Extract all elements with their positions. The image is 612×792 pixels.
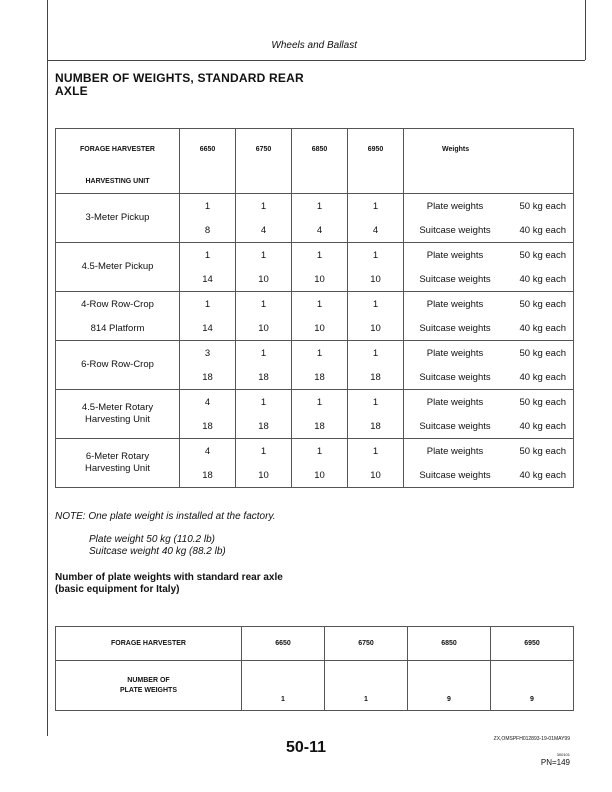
weight-count: 4: [180, 390, 236, 415]
weight-type-cell: [404, 365, 574, 390]
weight-count: 1: [236, 439, 292, 464]
harvesting-unit-line1: 3-Meter Pickup: [85, 212, 150, 223]
weight-count: 1: [348, 341, 404, 366]
plate-weights-header: [56, 627, 574, 661]
weight-count: 14: [180, 267, 236, 292]
weight-type-cell: [404, 463, 574, 488]
table-row: [56, 390, 574, 415]
date-code: 300101: [556, 752, 570, 757]
weight-type-cell: [404, 390, 574, 415]
weight-count: 3: [180, 341, 236, 366]
model-header: 6850: [408, 627, 491, 661]
weight-count: 1: [348, 439, 404, 464]
harvesting-unit-line2: Harvesting Unit: [85, 463, 150, 474]
weight-type: Plate weights: [426, 200, 484, 212]
weight-count: 4: [236, 218, 292, 243]
weight-count: 8: [180, 218, 236, 243]
weight-count: 1: [348, 292, 404, 317]
weight-value: 40 kg each: [519, 469, 566, 481]
table-row: [56, 292, 574, 317]
weight-type-cell: [404, 316, 574, 341]
harvesting-unit-line1: 4.5-Meter Pickup: [81, 261, 154, 272]
weight-count: 1: [292, 341, 348, 366]
forage-harvester-header: FORAGE HARVESTER: [56, 129, 180, 170]
weight-type: Plate weights: [426, 347, 484, 359]
weight-count: 18: [180, 365, 236, 390]
table-row: [56, 341, 574, 366]
harvesting-unit-label: 4-Row Row-Crop: [56, 292, 180, 317]
weight-value: 50 kg each: [519, 396, 566, 408]
weight-count: 1: [180, 292, 236, 317]
weight-count: 1: [236, 390, 292, 415]
italy-subheading-line2: (basic equipment for Italy): [55, 584, 180, 595]
plate-weight-count: 1: [242, 661, 325, 711]
weight-type-cell: [404, 439, 574, 464]
weight-count: 1: [236, 243, 292, 268]
weights-table-header: [56, 129, 574, 170]
weight-type-cell: [404, 341, 574, 366]
page-frame-left: [47, 0, 48, 736]
weight-count: 18: [180, 414, 236, 439]
weight-count: 10: [236, 267, 292, 292]
model-header: 6750: [236, 129, 292, 170]
weights-header-label: Weights: [442, 145, 470, 153]
weight-count: 18: [292, 365, 348, 390]
plate-weights-label: [56, 661, 242, 711]
weights-table: [55, 128, 574, 488]
weight-type-cell: [404, 414, 574, 439]
weight-count: 10: [292, 267, 348, 292]
page-title-line2: AXLE: [55, 84, 88, 98]
weight-type: Suitcase weights: [419, 322, 491, 334]
page-title: [55, 72, 304, 98]
plate-weights-row: [56, 661, 574, 711]
page-title-line1: NUMBER OF WEIGHTS, STANDARD REAR: [55, 71, 304, 85]
harvesting-unit-line1: 6-Row Row-Crop: [81, 359, 154, 370]
weight-count: 4: [180, 439, 236, 464]
plate-weight-spec: Plate weight 50 kg (110.2 lb): [89, 534, 216, 545]
weight-count: 1: [292, 292, 348, 317]
weight-specs: [89, 534, 226, 558]
harvesting-unit-label: [56, 341, 180, 390]
weight-count: 1: [180, 243, 236, 268]
weight-value: 50 kg each: [519, 347, 566, 359]
weight-count: 1: [236, 292, 292, 317]
harvesting-unit-label: [56, 243, 180, 292]
harvesting-unit-line1: 6-Meter Rotary: [85, 451, 150, 462]
harvesting-unit-label: [56, 390, 180, 439]
weight-value: 40 kg each: [519, 273, 566, 285]
weight-type-cell: [404, 292, 574, 317]
weight-value: 50 kg each: [519, 445, 566, 457]
plate-weights-table: [55, 626, 574, 711]
harvesting-unit-line1: 4.5-Meter Rotary: [81, 402, 154, 413]
model-header: 6650: [242, 627, 325, 661]
weight-count: 4: [292, 218, 348, 243]
document-code: ZX,OMSPFH012893-19-01MAY99: [493, 736, 570, 742]
weight-count: 1: [236, 341, 292, 366]
weight-count: 4: [348, 218, 404, 243]
model-header: 6850: [292, 129, 348, 170]
weight-type-cell: [404, 267, 574, 292]
weight-count: 1: [292, 194, 348, 219]
weight-count: 14: [180, 316, 236, 341]
weight-count: 18: [292, 414, 348, 439]
weight-count: 10: [292, 463, 348, 488]
weight-type: Suitcase weights: [419, 469, 491, 481]
page-number: 50-11: [285, 739, 327, 756]
page-frame-right: [585, 0, 586, 60]
weights-header: [404, 129, 574, 170]
weight-type: Suitcase weights: [419, 371, 491, 383]
plate-weight-count: 9: [491, 661, 574, 711]
weight-count: 1: [292, 243, 348, 268]
weight-type: Suitcase weights: [419, 273, 491, 285]
plate-weights-label-line2: PLATE WEIGHTS: [119, 686, 178, 694]
weight-value: 50 kg each: [519, 200, 566, 212]
model-header: 6950: [348, 129, 404, 170]
pn-number: PN=149: [540, 758, 570, 767]
weight-value: 50 kg each: [519, 249, 566, 261]
weight-value: 40 kg each: [519, 224, 566, 236]
weight-count: 1: [236, 194, 292, 219]
italy-subheading-line1: Number of plate weights with standard rear axle: [55, 572, 283, 583]
weight-value: 50 kg each: [519, 298, 566, 310]
weight-type-cell: [404, 218, 574, 243]
suitcase-weight-spec: Suitcase weight 40 kg (88.2 lb): [89, 546, 226, 557]
weight-type: Plate weights: [426, 445, 484, 457]
weight-count: 18: [348, 414, 404, 439]
harvesting-unit-label: 814 Platform: [56, 316, 180, 341]
weight-type-cell: [404, 194, 574, 219]
header-rule: [47, 60, 585, 61]
harvesting-unit-line2: Harvesting Unit: [85, 414, 150, 425]
harvesting-unit-header: HARVESTING UNIT: [56, 169, 180, 194]
weight-count: 10: [348, 316, 404, 341]
plate-weight-count: 9: [408, 661, 491, 711]
weight-count: 18: [348, 365, 404, 390]
plate-weights-label-line1: NUMBER OF: [127, 676, 170, 684]
weight-count: 1: [292, 390, 348, 415]
weights-table-subheader: [56, 169, 574, 194]
harvesting-unit-label: [56, 439, 180, 488]
weight-count: 1: [180, 194, 236, 219]
model-header: 6650: [180, 129, 236, 170]
weight-value: 40 kg each: [519, 371, 566, 383]
weight-type-cell: [404, 243, 574, 268]
plate-weight-count: 1: [325, 661, 408, 711]
weight-count: 18: [236, 414, 292, 439]
weight-count: 1: [348, 194, 404, 219]
weight-count: 10: [292, 316, 348, 341]
weight-type: Plate weights: [426, 298, 484, 310]
weights-table-body: [56, 194, 574, 488]
table-row: [56, 194, 574, 219]
table-row: [56, 439, 574, 464]
table-row: [56, 316, 574, 341]
weight-value: 40 kg each: [519, 420, 566, 432]
weight-type: Suitcase weights: [419, 420, 491, 432]
weight-count: 1: [348, 243, 404, 268]
weight-count: 10: [236, 463, 292, 488]
section-header: Wheels and Ballast: [271, 40, 357, 51]
weight-count: 18: [236, 365, 292, 390]
weight-type: Suitcase weights: [419, 224, 491, 236]
weight-value: 40 kg each: [519, 322, 566, 334]
model-header: 6750: [325, 627, 408, 661]
forage-harvester-header: FORAGE HARVESTER: [56, 627, 242, 661]
table-row: [56, 243, 574, 268]
weight-count: 10: [236, 316, 292, 341]
harvesting-unit-label: [56, 194, 180, 243]
weight-count: 10: [348, 463, 404, 488]
factory-note: NOTE: One plate weight is installed at the factory.: [55, 511, 276, 522]
weight-type: Plate weights: [426, 249, 484, 261]
weight-count: 18: [180, 463, 236, 488]
weight-type: Plate weights: [426, 396, 484, 408]
model-header: 6950: [491, 627, 574, 661]
italy-subheading: [55, 572, 283, 596]
weight-count: 10: [348, 267, 404, 292]
weight-count: 1: [292, 439, 348, 464]
weight-count: 1: [348, 390, 404, 415]
